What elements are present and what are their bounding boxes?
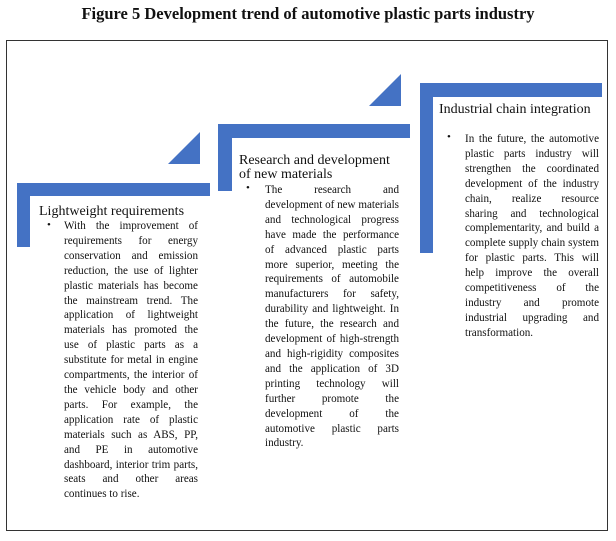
step-2-bullet: • xyxy=(246,182,250,194)
step-3-title: Industrial chain integration xyxy=(439,102,591,117)
step-1-title: Lightweight requirements xyxy=(39,204,185,219)
step-2-body: The research and development of new materials and technological progress have made the performance of advanced plastic parts more superior, meeting the requirements of automobile manufacturers for safety, durability and lightweight. In the future, the research and development of high-strength and high-rigidity composites and the application of 3D printing technology will further promote the development of the automotive plastic parts industry. xyxy=(265,184,400,450)
step-1-body: With the improvement of requirements for energy conservation and emission reduction, the use of lighter plastic materials has become the mainstream trend. The application of lightweight materials has promoted the use of plastic parts as a substitute for metal in engine compartments, the interior of the vehicle body and other parts. For example, the application rate of plastic materials such as ABS, PP, and PE in automotive dashboard, interior trim parts, seats and other areas continues to rise. xyxy=(64,220,198,501)
step-2-title: Research and development of new materials xyxy=(239,153,390,182)
figure-title: Figure 5 Development trend of automotive plastic parts industry xyxy=(81,4,535,23)
step-3-bullet: • xyxy=(447,131,451,143)
step-3-body: In the future, the automotive plastic parts industry will strengthen the coordinated development of the industry chain, realize resource sharing and technological complementarity, and build a complete supply chain system for plastic parts. This will help improve the overall competitiveness of the industry and promote industrial upgrading and transformation. xyxy=(465,133,599,339)
step-2-bracket-arrow xyxy=(369,74,401,106)
step-1-bracket-arrow xyxy=(168,132,200,164)
step-1-bullet: • xyxy=(47,219,51,231)
